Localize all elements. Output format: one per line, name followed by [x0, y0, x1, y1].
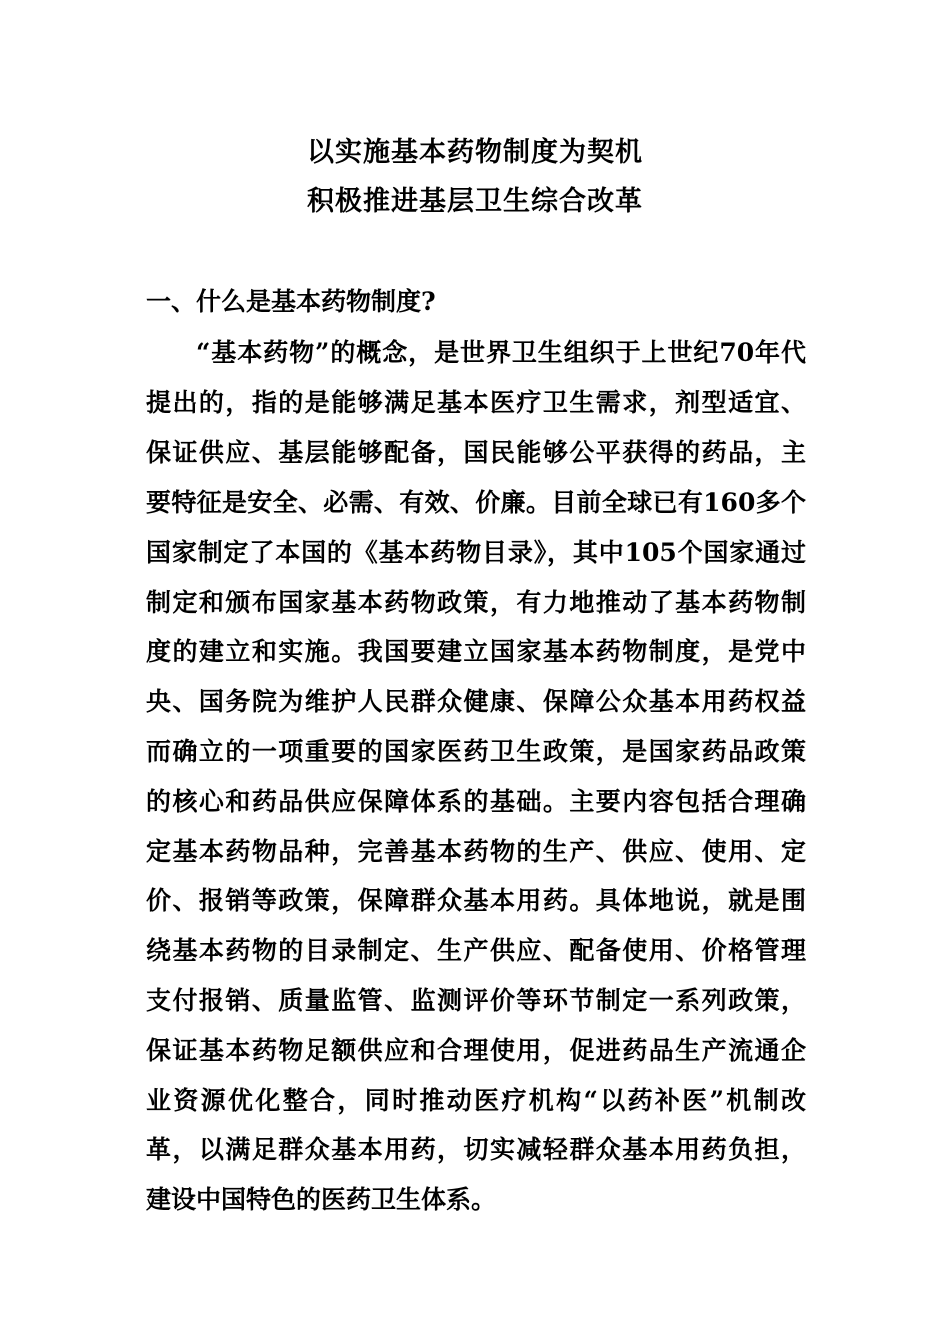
paragraph-line: 绕基本药物的目录制定、生产供应、配备使用、价格管理 [146, 936, 806, 965]
document-title-line-1: 以实施基本药物制度为契机 [307, 137, 643, 168]
paragraph-line: “基本药物”的概念，是世界卫生组织于上世纪70年代 [196, 338, 806, 367]
paragraph-line: 而确立的一项重要的国家医药卫生政策，是国家药品政策 [146, 737, 806, 766]
paragraph-line: 支付报销、质量监管、监测评价等环节制定一系列政策， [146, 986, 806, 1015]
paragraph-line: 建设中国特色的医药卫生体系。 [146, 1185, 497, 1214]
paragraph-line: 提出的，指的是能够满足基本医疗卫生需求，剂型适宜、 [146, 388, 806, 417]
paragraph-line: 央、国务院为维护人民群众健康、保障公众基本用药权益 [146, 687, 806, 716]
paragraph-line: 要特征是安全、必需、有效、价廉。目前全球已有160多个 [146, 488, 806, 517]
paragraph-line: 业资源优化整合，同时推动医疗机构“以药补医”机制改 [146, 1086, 806, 1115]
paragraph-line: 保证供应、基层能够配备，国民能够公平获得的药品，主 [146, 438, 806, 467]
paragraph-line: 保证基本药物足额供应和合理使用，促进药品生产流通企 [146, 1036, 806, 1065]
paragraph-line: 价、报销等政策，保障群众基本用药。具体地说，就是围 [146, 886, 806, 915]
paragraph-line: 革，以满足群众基本用药，切实减轻群众基本用药负担， [146, 1135, 806, 1164]
paragraph-line: 制定和颁布国家基本药物政策，有力地推动了基本药物制 [146, 588, 806, 617]
paragraph-line: 度的建立和实施。我国要建立国家基本药物制度，是党中 [146, 637, 806, 666]
paragraph-line: 国家制定了本国的《基本药物目录》，其中105个国家通过 [146, 538, 806, 567]
section-heading: 一、什么是基本药物制度? [146, 287, 436, 316]
document-title-line-2: 积极推进基层卫生综合改革 [307, 186, 643, 217]
paragraph-line: 的核心和药品供应保障体系的基础。主要内容包括合理确 [146, 787, 806, 816]
paragraph-line: 定基本药物品种，完善基本药物的生产、供应、使用、定 [146, 837, 806, 866]
